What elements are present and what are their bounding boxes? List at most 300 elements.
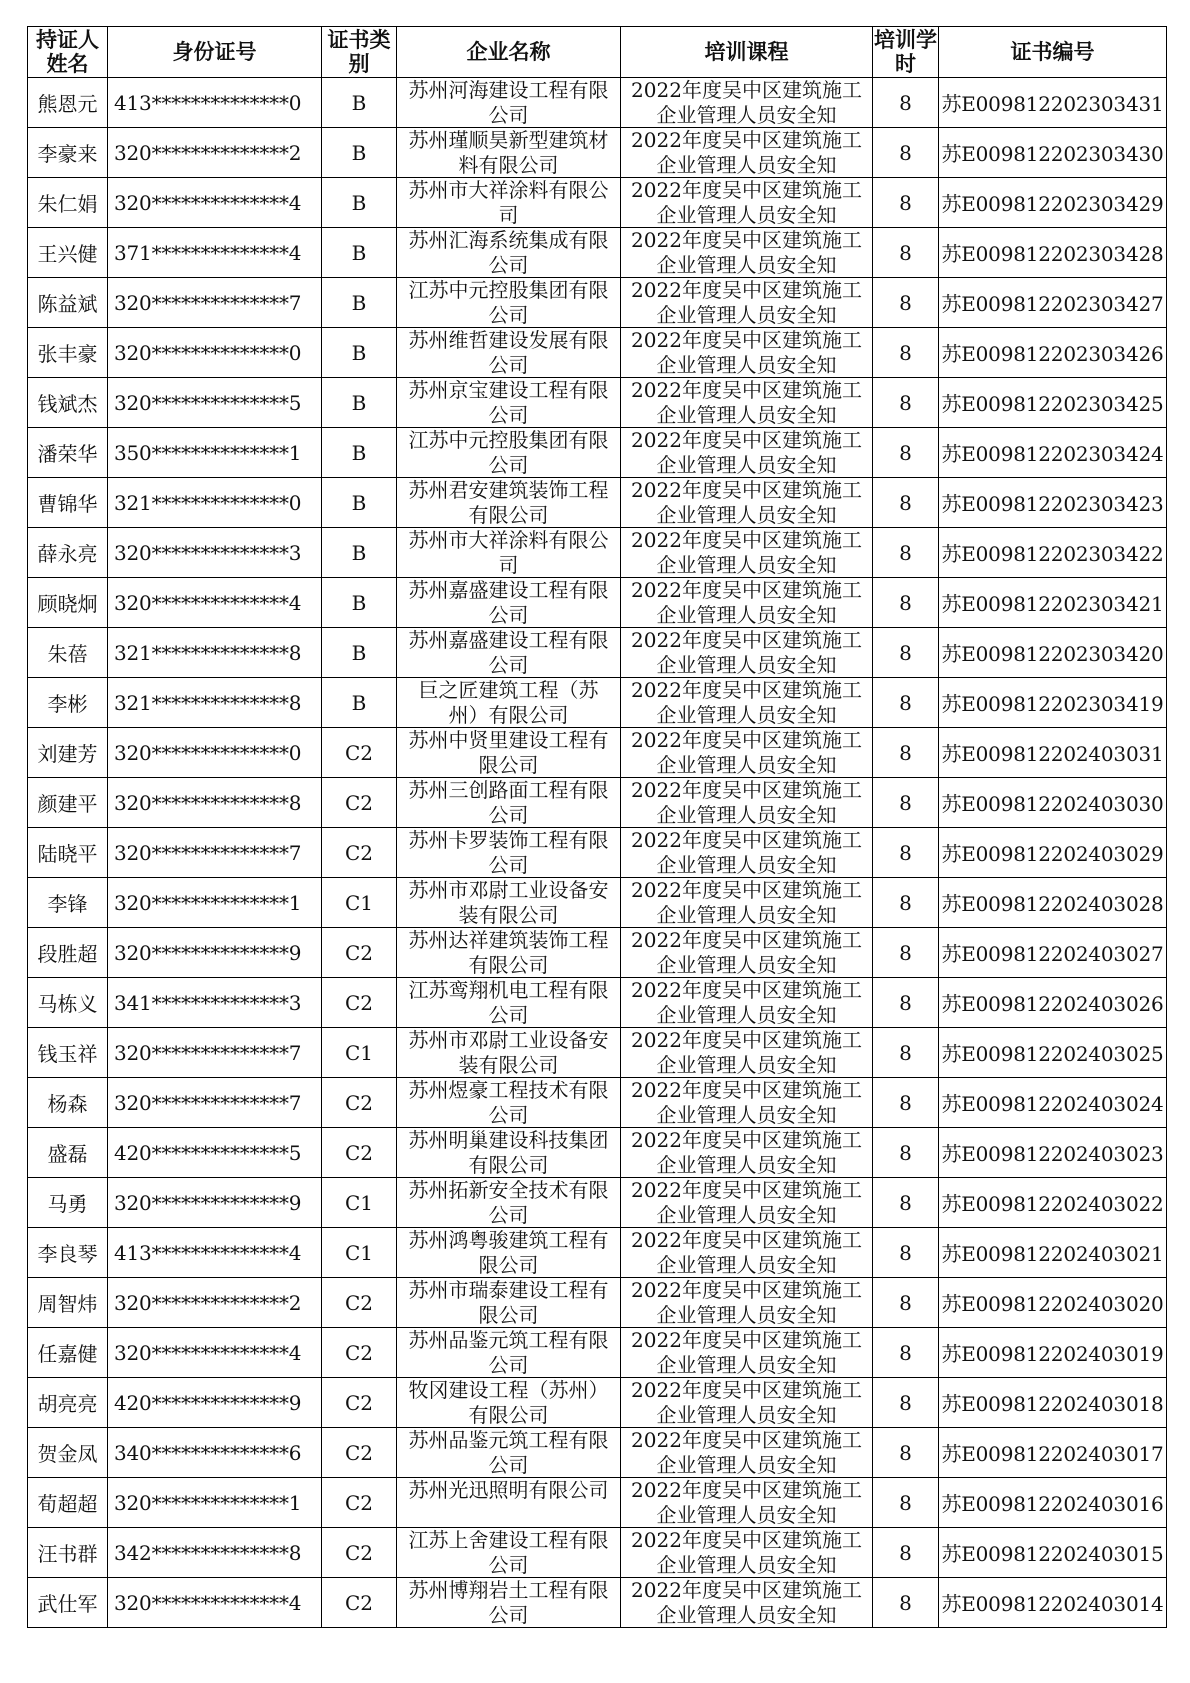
cert-number-cell: 苏E009812202303425 xyxy=(939,378,1167,428)
course-cell xyxy=(621,1128,873,1178)
cert-class-cell: C2 xyxy=(322,1378,397,1428)
cert-class-cell: B xyxy=(322,228,397,278)
hours-cell: 8 xyxy=(873,1578,939,1628)
holder-name-cell: 颜建平 xyxy=(28,778,108,828)
course-cell-text: 2022年度吴中区建筑施工企业管理人员安全知 xyxy=(631,1328,862,1377)
hours-cell: 8 xyxy=(873,1178,939,1228)
company-cell xyxy=(397,128,621,178)
id-number-cell: 320**************9 xyxy=(108,1178,322,1228)
company-cell xyxy=(397,578,621,628)
course-cell xyxy=(621,278,873,328)
cert-number-cell: 苏E009812202403022 xyxy=(939,1178,1167,1228)
course-cell xyxy=(621,628,873,678)
course-cell-text: 2022年度吴中区建筑施工企业管理人员安全知 xyxy=(631,1278,862,1327)
table-row xyxy=(28,428,1167,478)
table-row xyxy=(28,1328,1167,1378)
company-cell-text: 苏州市瑞泰建设工程有限公司 xyxy=(408,1278,609,1327)
cert-number-cell: 苏E009812202403019 xyxy=(939,1328,1167,1378)
company-cell xyxy=(397,1478,621,1528)
table-row xyxy=(28,878,1167,928)
company-cell xyxy=(397,978,621,1028)
cert-number-cell: 苏E009812202303426 xyxy=(939,328,1167,378)
table-row xyxy=(28,578,1167,628)
course-cell-text: 2022年度吴中区建筑施工企业管理人员安全知 xyxy=(631,428,862,477)
company-cell xyxy=(397,678,621,728)
company-cell-text: 苏州三创路面工程有限公司 xyxy=(408,778,609,827)
table-row xyxy=(28,278,1167,328)
company-cell-text: 苏州嘉盛建设工程有限公司 xyxy=(408,578,609,627)
header-id-number: 身份证号 xyxy=(108,27,322,78)
hours-cell: 8 xyxy=(873,278,939,328)
company-cell xyxy=(397,1578,621,1628)
cert-class-cell: B xyxy=(322,428,397,478)
company-cell-text: 苏州卡罗装饰工程有限公司 xyxy=(408,828,609,877)
header-holder-name: 持证人姓名 xyxy=(28,27,108,78)
holder-name-cell: 潘荣华 xyxy=(28,428,108,478)
company-cell-text: 苏州瑾顺昊新型建筑材料有限公司 xyxy=(408,128,609,177)
id-number-cell: 413**************0 xyxy=(108,78,322,128)
company-cell xyxy=(397,478,621,528)
hours-cell: 8 xyxy=(873,528,939,578)
cert-number-cell: 苏E009812202303419 xyxy=(939,678,1167,728)
company-cell-text: 牧冈建设工程（苏州）有限公司 xyxy=(408,1378,609,1427)
table-row xyxy=(28,1378,1167,1428)
cert-class-cell: C1 xyxy=(322,878,397,928)
hours-cell: 8 xyxy=(873,1128,939,1178)
cert-class-cell: B xyxy=(322,528,397,578)
company-cell-text: 江苏中元控股集团有限公司 xyxy=(408,428,609,477)
course-cell-text: 2022年度吴中区建筑施工企业管理人员安全知 xyxy=(631,1428,862,1477)
cert-class-cell: C2 xyxy=(322,1478,397,1528)
cert-class-cell: C1 xyxy=(322,1028,397,1078)
course-cell-text: 2022年度吴中区建筑施工企业管理人员安全知 xyxy=(631,628,862,677)
id-number-cell: 342**************8 xyxy=(108,1528,322,1578)
id-number-cell: 320**************0 xyxy=(108,728,322,778)
course-cell xyxy=(621,828,873,878)
course-cell-text: 2022年度吴中区建筑施工企业管理人员安全知 xyxy=(631,328,862,377)
table-row xyxy=(28,628,1167,678)
company-cell-text: 苏州博翔岩土工程有限公司 xyxy=(408,1578,609,1627)
cert-class-cell: C1 xyxy=(322,1178,397,1228)
table-row xyxy=(28,1478,1167,1528)
hours-cell: 8 xyxy=(873,428,939,478)
course-cell-text: 2022年度吴中区建筑施工企业管理人员安全知 xyxy=(631,578,862,627)
table-row xyxy=(28,778,1167,828)
header-cert-class: 证书类别 xyxy=(322,27,397,78)
course-cell xyxy=(621,678,873,728)
course-cell-text: 2022年度吴中区建筑施工企业管理人员安全知 xyxy=(631,1378,862,1427)
company-cell xyxy=(397,178,621,228)
cert-number-cell: 苏E009812202403029 xyxy=(939,828,1167,878)
id-number-cell: 320**************2 xyxy=(108,128,322,178)
company-cell xyxy=(397,628,621,678)
hours-cell: 8 xyxy=(873,778,939,828)
company-cell xyxy=(397,278,621,328)
holder-name-cell: 贺金凤 xyxy=(28,1428,108,1478)
table-row xyxy=(28,728,1167,778)
hours-cell: 8 xyxy=(873,578,939,628)
holder-name-cell: 钱斌杰 xyxy=(28,378,108,428)
cert-class-cell: B xyxy=(322,128,397,178)
course-cell xyxy=(621,428,873,478)
holder-name-cell: 钱玉祥 xyxy=(28,1028,108,1078)
holder-name-cell: 荀超超 xyxy=(28,1478,108,1528)
id-number-cell: 320**************3 xyxy=(108,528,322,578)
id-number-cell: 320**************4 xyxy=(108,178,322,228)
hours-cell: 8 xyxy=(873,1228,939,1278)
company-cell-text: 苏州嘉盛建设工程有限公司 xyxy=(408,628,609,677)
table-header xyxy=(28,27,1167,78)
table-row xyxy=(28,978,1167,1028)
cert-number-cell: 苏E009812202403021 xyxy=(939,1228,1167,1278)
course-cell xyxy=(621,78,873,128)
id-number-cell: 320**************7 xyxy=(108,1078,322,1128)
holder-name-cell: 李良琴 xyxy=(28,1228,108,1278)
cert-number-cell: 苏E009812202403030 xyxy=(939,778,1167,828)
company-cell xyxy=(397,1428,621,1478)
course-cell xyxy=(621,228,873,278)
holder-name-cell: 张丰豪 xyxy=(28,328,108,378)
company-cell xyxy=(397,828,621,878)
table-row xyxy=(28,228,1167,278)
holder-name-cell: 马栋义 xyxy=(28,978,108,1028)
hours-cell: 8 xyxy=(873,628,939,678)
holder-name-cell: 杨森 xyxy=(28,1078,108,1128)
company-cell xyxy=(397,1078,621,1128)
header-course: 培训课程 xyxy=(621,27,873,78)
course-cell-text: 2022年度吴中区建筑施工企业管理人员安全知 xyxy=(631,1028,862,1077)
company-cell-text: 苏州君安建筑装饰工程有限公司 xyxy=(408,478,609,527)
company-cell xyxy=(397,1128,621,1178)
cert-class-cell: C2 xyxy=(322,1328,397,1378)
course-cell-text: 2022年度吴中区建筑施工企业管理人员安全知 xyxy=(631,378,862,427)
hours-cell: 8 xyxy=(873,678,939,728)
table-row xyxy=(28,1078,1167,1128)
table-row xyxy=(28,1428,1167,1478)
hours-cell: 8 xyxy=(873,478,939,528)
holder-name-cell: 熊恩元 xyxy=(28,78,108,128)
company-cell xyxy=(397,378,621,428)
company-cell-text: 江苏鸾翔机电工程有限公司 xyxy=(408,978,609,1027)
cert-class-cell: C2 xyxy=(322,1428,397,1478)
company-cell-text: 苏州市大祥涂料有限公司 xyxy=(408,528,609,577)
cert-class-cell: C2 xyxy=(322,728,397,778)
table-body xyxy=(28,78,1167,1628)
cert-class-cell: B xyxy=(322,178,397,228)
company-cell-text: 苏州鸿粤骏建筑工程有限公司 xyxy=(408,1228,609,1277)
holder-name-cell: 曹锦华 xyxy=(28,478,108,528)
hours-cell: 8 xyxy=(873,1478,939,1528)
hours-cell: 8 xyxy=(873,878,939,928)
id-number-cell: 320**************7 xyxy=(108,1028,322,1078)
id-number-cell: 350**************1 xyxy=(108,428,322,478)
cert-number-cell: 苏E009812202403025 xyxy=(939,1028,1167,1078)
id-number-cell: 420**************5 xyxy=(108,1128,322,1178)
holder-name-cell: 王兴健 xyxy=(28,228,108,278)
cert-class-cell: B xyxy=(322,78,397,128)
course-cell xyxy=(621,878,873,928)
hours-cell: 8 xyxy=(873,378,939,428)
course-cell xyxy=(621,1428,873,1478)
table-row xyxy=(28,178,1167,228)
id-number-cell: 320**************1 xyxy=(108,1478,322,1528)
id-number-cell: 320**************2 xyxy=(108,1278,322,1328)
cert-number-cell: 苏E009812202403023 xyxy=(939,1128,1167,1178)
course-cell xyxy=(621,528,873,578)
course-cell-text: 2022年度吴中区建筑施工企业管理人员安全知 xyxy=(631,1078,862,1127)
course-cell-text: 2022年度吴中区建筑施工企业管理人员安全知 xyxy=(631,978,862,1027)
cert-number-cell: 苏E009812202403024 xyxy=(939,1078,1167,1128)
cert-class-cell: C1 xyxy=(322,1228,397,1278)
course-cell xyxy=(621,1228,873,1278)
course-cell xyxy=(621,1578,873,1628)
cert-class-cell: B xyxy=(322,628,397,678)
table-row xyxy=(28,78,1167,128)
header-cert-number: 证书编号 xyxy=(939,27,1167,78)
cert-number-cell: 苏E009812202303423 xyxy=(939,478,1167,528)
course-cell xyxy=(621,128,873,178)
cert-class-cell: C2 xyxy=(322,1278,397,1328)
hours-cell: 8 xyxy=(873,128,939,178)
cert-number-cell: 苏E009812202403015 xyxy=(939,1528,1167,1578)
holder-name-cell: 朱蓓 xyxy=(28,628,108,678)
course-cell xyxy=(621,1478,873,1528)
course-cell-text: 2022年度吴中区建筑施工企业管理人员安全知 xyxy=(631,728,862,777)
course-cell xyxy=(621,778,873,828)
holder-name-cell: 马勇 xyxy=(28,1178,108,1228)
company-cell xyxy=(397,778,621,828)
cert-number-cell: 苏E009812202403028 xyxy=(939,878,1167,928)
holder-name-cell: 李彬 xyxy=(28,678,108,728)
hours-cell: 8 xyxy=(873,1078,939,1128)
company-cell-text: 苏州河海建设工程有限公司 xyxy=(408,78,609,127)
cert-class-cell: B xyxy=(322,328,397,378)
holder-name-cell: 任嘉健 xyxy=(28,1328,108,1378)
hours-cell: 8 xyxy=(873,928,939,978)
id-number-cell: 371**************4 xyxy=(108,228,322,278)
company-cell-text: 苏州市大祥涂料有限公司 xyxy=(408,178,609,227)
company-cell-text: 江苏中元控股集团有限公司 xyxy=(408,278,609,327)
course-cell-text: 2022年度吴中区建筑施工企业管理人员安全知 xyxy=(631,1228,862,1277)
cert-number-cell: 苏E009812202303421 xyxy=(939,578,1167,628)
company-cell xyxy=(397,1028,621,1078)
cert-number-cell: 苏E009812202403014 xyxy=(939,1578,1167,1628)
cert-number-cell: 苏E009812202403020 xyxy=(939,1278,1167,1328)
course-cell xyxy=(621,978,873,1028)
company-cell xyxy=(397,1228,621,1278)
course-cell xyxy=(621,378,873,428)
course-cell-text: 2022年度吴中区建筑施工企业管理人员安全知 xyxy=(631,878,862,927)
course-cell-text: 2022年度吴中区建筑施工企业管理人员安全知 xyxy=(631,1528,862,1577)
table-row xyxy=(28,378,1167,428)
table-row xyxy=(28,678,1167,728)
company-cell-text: 苏州煜豪工程技术有限公司 xyxy=(408,1078,609,1127)
company-cell-text: 巨之匠建筑工程（苏州）有限公司 xyxy=(418,678,599,727)
course-cell-text: 2022年度吴中区建筑施工企业管理人员安全知 xyxy=(631,478,862,527)
cert-number-cell: 苏E009812202403016 xyxy=(939,1478,1167,1528)
company-cell xyxy=(397,1328,621,1378)
holder-name-cell: 段胜超 xyxy=(28,928,108,978)
course-cell-text: 2022年度吴中区建筑施工企业管理人员安全知 xyxy=(631,178,862,227)
cert-class-cell: C2 xyxy=(322,928,397,978)
course-cell-text: 2022年度吴中区建筑施工企业管理人员安全知 xyxy=(631,228,862,277)
table-row xyxy=(28,528,1167,578)
course-cell-text: 2022年度吴中区建筑施工企业管理人员安全知 xyxy=(631,928,862,977)
company-cell-text: 苏州拓新安全技术有限公司 xyxy=(408,1178,609,1227)
course-cell-text: 2022年度吴中区建筑施工企业管理人员安全知 xyxy=(631,78,862,127)
cert-number-cell: 苏E009812202303429 xyxy=(939,178,1167,228)
course-cell-text: 2022年度吴中区建筑施工企业管理人员安全知 xyxy=(631,828,862,877)
company-cell xyxy=(397,1278,621,1328)
holder-name-cell: 陆晓平 xyxy=(28,828,108,878)
company-cell xyxy=(397,878,621,928)
cert-class-cell: B xyxy=(322,378,397,428)
cert-number-cell: 苏E009812202303428 xyxy=(939,228,1167,278)
company-cell-text: 苏州品鉴元筑工程有限公司 xyxy=(408,1328,609,1377)
cert-class-cell: B xyxy=(322,578,397,628)
cert-number-cell: 苏E009812202303420 xyxy=(939,628,1167,678)
company-cell-text: 苏州维哲建设发展有限公司 xyxy=(408,328,609,377)
cert-class-cell: C2 xyxy=(322,1078,397,1128)
hours-cell: 8 xyxy=(873,828,939,878)
id-number-cell: 320**************0 xyxy=(108,328,322,378)
company-cell xyxy=(397,1378,621,1428)
company-cell-text: 苏州中贤里建设工程有限公司 xyxy=(408,728,609,777)
hours-cell: 8 xyxy=(873,1528,939,1578)
holder-name-cell: 陈益斌 xyxy=(28,278,108,328)
course-cell xyxy=(621,1528,873,1578)
holder-name-cell: 盛磊 xyxy=(28,1128,108,1178)
table-row xyxy=(28,828,1167,878)
cert-class-cell: C2 xyxy=(322,1128,397,1178)
company-cell xyxy=(397,728,621,778)
table-row xyxy=(28,478,1167,528)
cert-number-cell: 苏E009812202303422 xyxy=(939,528,1167,578)
id-number-cell: 320**************4 xyxy=(108,1328,322,1378)
course-cell xyxy=(621,1078,873,1128)
cert-number-cell: 苏E009812202403017 xyxy=(939,1428,1167,1478)
company-cell xyxy=(397,1528,621,1578)
hours-cell: 8 xyxy=(873,1278,939,1328)
holder-name-cell: 薛永亮 xyxy=(28,528,108,578)
cert-number-cell: 苏E009812202403031 xyxy=(939,728,1167,778)
table-row xyxy=(28,328,1167,378)
cert-number-cell: 苏E009812202403018 xyxy=(939,1378,1167,1428)
holder-name-cell: 李豪来 xyxy=(28,128,108,178)
holder-name-cell: 周智炜 xyxy=(28,1278,108,1328)
holder-name-cell: 朱仁娟 xyxy=(28,178,108,228)
table-row xyxy=(28,1528,1167,1578)
company-cell-text: 苏州光迅照明有限公司 xyxy=(408,1478,609,1502)
table-row xyxy=(28,1128,1167,1178)
cert-class-cell: C2 xyxy=(322,828,397,878)
company-cell xyxy=(397,928,621,978)
course-cell xyxy=(621,1328,873,1378)
hours-cell: 8 xyxy=(873,228,939,278)
table-row xyxy=(28,1228,1167,1278)
cert-class-cell: C2 xyxy=(322,1578,397,1628)
id-number-cell: 320**************7 xyxy=(108,278,322,328)
id-number-cell: 321**************0 xyxy=(108,478,322,528)
id-number-cell: 341**************3 xyxy=(108,978,322,1028)
cert-number-cell: 苏E009812202303430 xyxy=(939,128,1167,178)
course-cell xyxy=(621,478,873,528)
table-row xyxy=(28,928,1167,978)
id-number-cell: 340**************6 xyxy=(108,1428,322,1478)
course-cell xyxy=(621,928,873,978)
company-cell-text: 苏州明巢建设科技集团有限公司 xyxy=(408,1128,609,1177)
company-cell xyxy=(397,428,621,478)
company-cell-text: 苏州品鉴元筑工程有限公司 xyxy=(408,1428,609,1477)
cert-number-cell: 苏E009812202303431 xyxy=(939,78,1167,128)
holder-name-cell: 李锋 xyxy=(28,878,108,928)
company-cell-text: 苏州市邓尉工业设备安装有限公司 xyxy=(408,878,609,927)
hours-cell: 8 xyxy=(873,1028,939,1078)
course-cell xyxy=(621,1178,873,1228)
id-number-cell: 321**************8 xyxy=(108,628,322,678)
cert-number-cell: 苏E009812202303427 xyxy=(939,278,1167,328)
hours-cell: 8 xyxy=(873,1428,939,1478)
id-number-cell: 320**************4 xyxy=(108,1578,322,1628)
id-number-cell: 320**************8 xyxy=(108,778,322,828)
id-number-cell: 420**************9 xyxy=(108,1378,322,1428)
course-cell-text: 2022年度吴中区建筑施工企业管理人员安全知 xyxy=(631,1178,862,1227)
hours-cell: 8 xyxy=(873,1328,939,1378)
id-number-cell: 320**************1 xyxy=(108,878,322,928)
cert-class-cell: B xyxy=(322,678,397,728)
header-row xyxy=(28,27,1167,78)
company-cell-text: 江苏上舍建设工程有限公司 xyxy=(408,1528,609,1577)
course-cell xyxy=(621,578,873,628)
company-cell-text: 苏州京宝建设工程有限公司 xyxy=(408,378,609,427)
holder-name-cell: 刘建芳 xyxy=(28,728,108,778)
course-cell-text: 2022年度吴中区建筑施工企业管理人员安全知 xyxy=(631,1478,862,1527)
hours-cell: 8 xyxy=(873,728,939,778)
cert-number-cell: 苏E009812202403027 xyxy=(939,928,1167,978)
table-row xyxy=(28,128,1167,178)
id-number-cell: 320**************7 xyxy=(108,828,322,878)
table-row xyxy=(28,1578,1167,1628)
cert-class-cell: C2 xyxy=(322,978,397,1028)
holder-name-cell: 顾晓炯 xyxy=(28,578,108,628)
hours-cell: 8 xyxy=(873,78,939,128)
course-cell xyxy=(621,328,873,378)
id-number-cell: 320**************5 xyxy=(108,378,322,428)
table-row xyxy=(28,1278,1167,1328)
id-number-cell: 320**************4 xyxy=(108,578,322,628)
course-cell xyxy=(621,1278,873,1328)
course-cell xyxy=(621,1028,873,1078)
hours-cell: 8 xyxy=(873,1378,939,1428)
course-cell-text: 2022年度吴中区建筑施工企业管理人员安全知 xyxy=(631,278,862,327)
hours-cell: 8 xyxy=(873,178,939,228)
course-cell-text: 2022年度吴中区建筑施工企业管理人员安全知 xyxy=(631,1128,862,1177)
header-hours: 培训学时 xyxy=(874,28,937,76)
hours-cell: 8 xyxy=(873,978,939,1028)
cert-class-cell: C2 xyxy=(322,1528,397,1578)
cert-class-cell: C2 xyxy=(322,778,397,828)
cert-number-cell: 苏E009812202303424 xyxy=(939,428,1167,478)
company-cell xyxy=(397,328,621,378)
cert-number-cell: 苏E009812202403026 xyxy=(939,978,1167,1028)
cert-class-cell: B xyxy=(322,278,397,328)
course-cell-text: 2022年度吴中区建筑施工企业管理人员安全知 xyxy=(631,528,862,577)
company-cell xyxy=(397,228,621,278)
header-company: 企业名称 xyxy=(397,27,621,78)
holder-name-cell: 汪书群 xyxy=(28,1528,108,1578)
course-cell-text: 2022年度吴中区建筑施工企业管理人员安全知 xyxy=(631,778,862,827)
company-cell xyxy=(397,528,621,578)
